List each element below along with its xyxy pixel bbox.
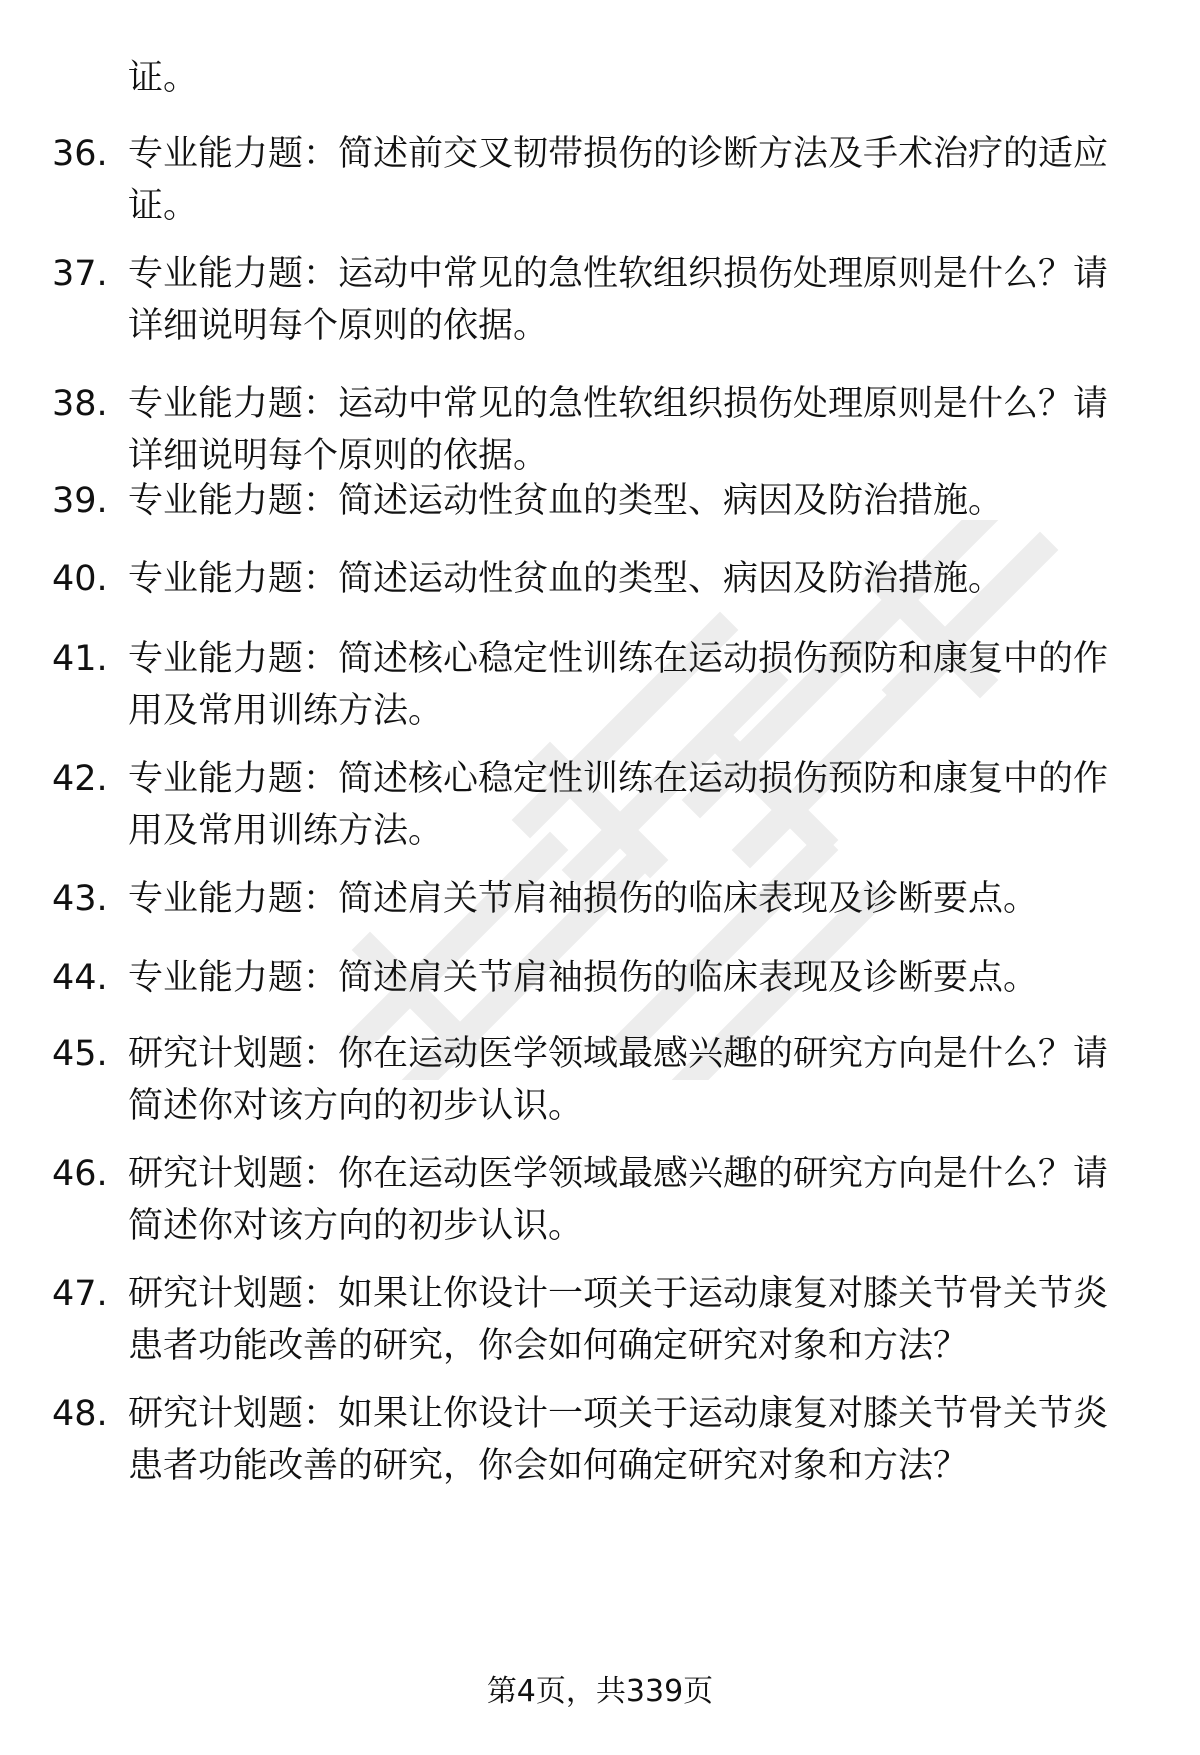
question-text bbox=[128, 378, 1138, 482]
question-text bbox=[128, 952, 1138, 1004]
question-number: 42. bbox=[52, 759, 108, 799]
question-text-line: 详细说明每个原则的依据。 bbox=[128, 306, 549, 346]
question-text bbox=[128, 553, 1138, 605]
question-number: 41. bbox=[52, 639, 108, 679]
question-text-line: 专业能力题：简述肩关节肩袖损伤的临床表现及诊断要点。 bbox=[128, 879, 1039, 919]
question-number: 39. bbox=[52, 481, 108, 521]
question-number: 45. bbox=[52, 1034, 108, 1074]
question-text-line: 专业能力题：简述核心稳定性训练在运动损伤预防和康复中的作 bbox=[128, 639, 1109, 679]
question-text-line: 专业能力题：运动中常见的急性软组织损伤处理原则是什么？请 bbox=[128, 254, 1109, 294]
question-text-line: 专业能力题：简述运动性贫血的类型、病因及防治措施。 bbox=[128, 481, 1004, 521]
question-text-line: 专业能力题：简述运动性贫血的类型、病因及防治措施。 bbox=[128, 559, 1004, 599]
question-text-line: 证。 bbox=[128, 186, 199, 226]
question-text bbox=[128, 633, 1138, 737]
question-number: 46. bbox=[52, 1154, 108, 1194]
question-text-line: 简述你对该方向的初步认识。 bbox=[128, 1206, 584, 1246]
question-text-line: 研究计划题：如果让你设计一项关于运动康复对膝关节骨关节炎 bbox=[128, 1394, 1109, 1434]
question-number: 47. bbox=[52, 1274, 108, 1314]
question-text bbox=[128, 475, 1138, 527]
question-number: 48. bbox=[52, 1394, 108, 1434]
question-text-line: 患者功能改善的研究，你会如何确定研究对象和方法？ bbox=[128, 1326, 969, 1366]
question-number: 43. bbox=[52, 879, 108, 919]
question-text bbox=[128, 128, 1138, 232]
question-text bbox=[128, 1268, 1138, 1372]
question-text-line: 专业能力题：简述前交叉韧带损伤的诊断方法及手术治疗的适应 bbox=[128, 134, 1109, 174]
page-number: 第4页，共339页 bbox=[486, 1674, 714, 1709]
question-number: 36. bbox=[52, 134, 108, 174]
question-text bbox=[128, 248, 1138, 352]
question-text-line: 研究计划题：如果让你设计一项关于运动康复对膝关节骨关节炎 bbox=[128, 1274, 1109, 1314]
question-text bbox=[128, 873, 1138, 925]
question-text bbox=[128, 753, 1138, 857]
question-text-line: 详细说明每个原则的依据。 bbox=[128, 436, 549, 476]
question-text-line: 研究计划题：你在运动医学领域最感兴趣的研究方向是什么？请 bbox=[128, 1034, 1109, 1074]
question-text-line: 用及常用训练方法。 bbox=[128, 811, 444, 851]
question-text-line: 专业能力题：运动中常见的急性软组织损伤处理原则是什么？请 bbox=[128, 384, 1109, 424]
question-text-line: 简述你对该方向的初步认识。 bbox=[128, 1086, 584, 1126]
question-text bbox=[128, 1028, 1138, 1132]
question-number: 44. bbox=[52, 958, 108, 998]
question-text bbox=[128, 1148, 1138, 1252]
question-text-line: 患者功能改善的研究，你会如何确定研究对象和方法？ bbox=[128, 1446, 969, 1486]
question-text-line: 用及常用训练方法。 bbox=[128, 691, 444, 731]
question-text-line: 研究计划题：你在运动医学领域最感兴趣的研究方向是什么？请 bbox=[128, 1154, 1109, 1194]
question-text-line: 专业能力题：简述肩关节肩袖损伤的临床表现及诊断要点。 bbox=[128, 958, 1039, 998]
continuation-text: 证。 bbox=[128, 58, 199, 98]
question-text-line: 专业能力题：简述核心稳定性训练在运动损伤预防和康复中的作 bbox=[128, 759, 1109, 799]
question-number: 38. bbox=[52, 384, 108, 424]
question-number: 37. bbox=[52, 254, 108, 294]
question-number: 40. bbox=[52, 559, 108, 599]
question-text bbox=[128, 1388, 1138, 1492]
